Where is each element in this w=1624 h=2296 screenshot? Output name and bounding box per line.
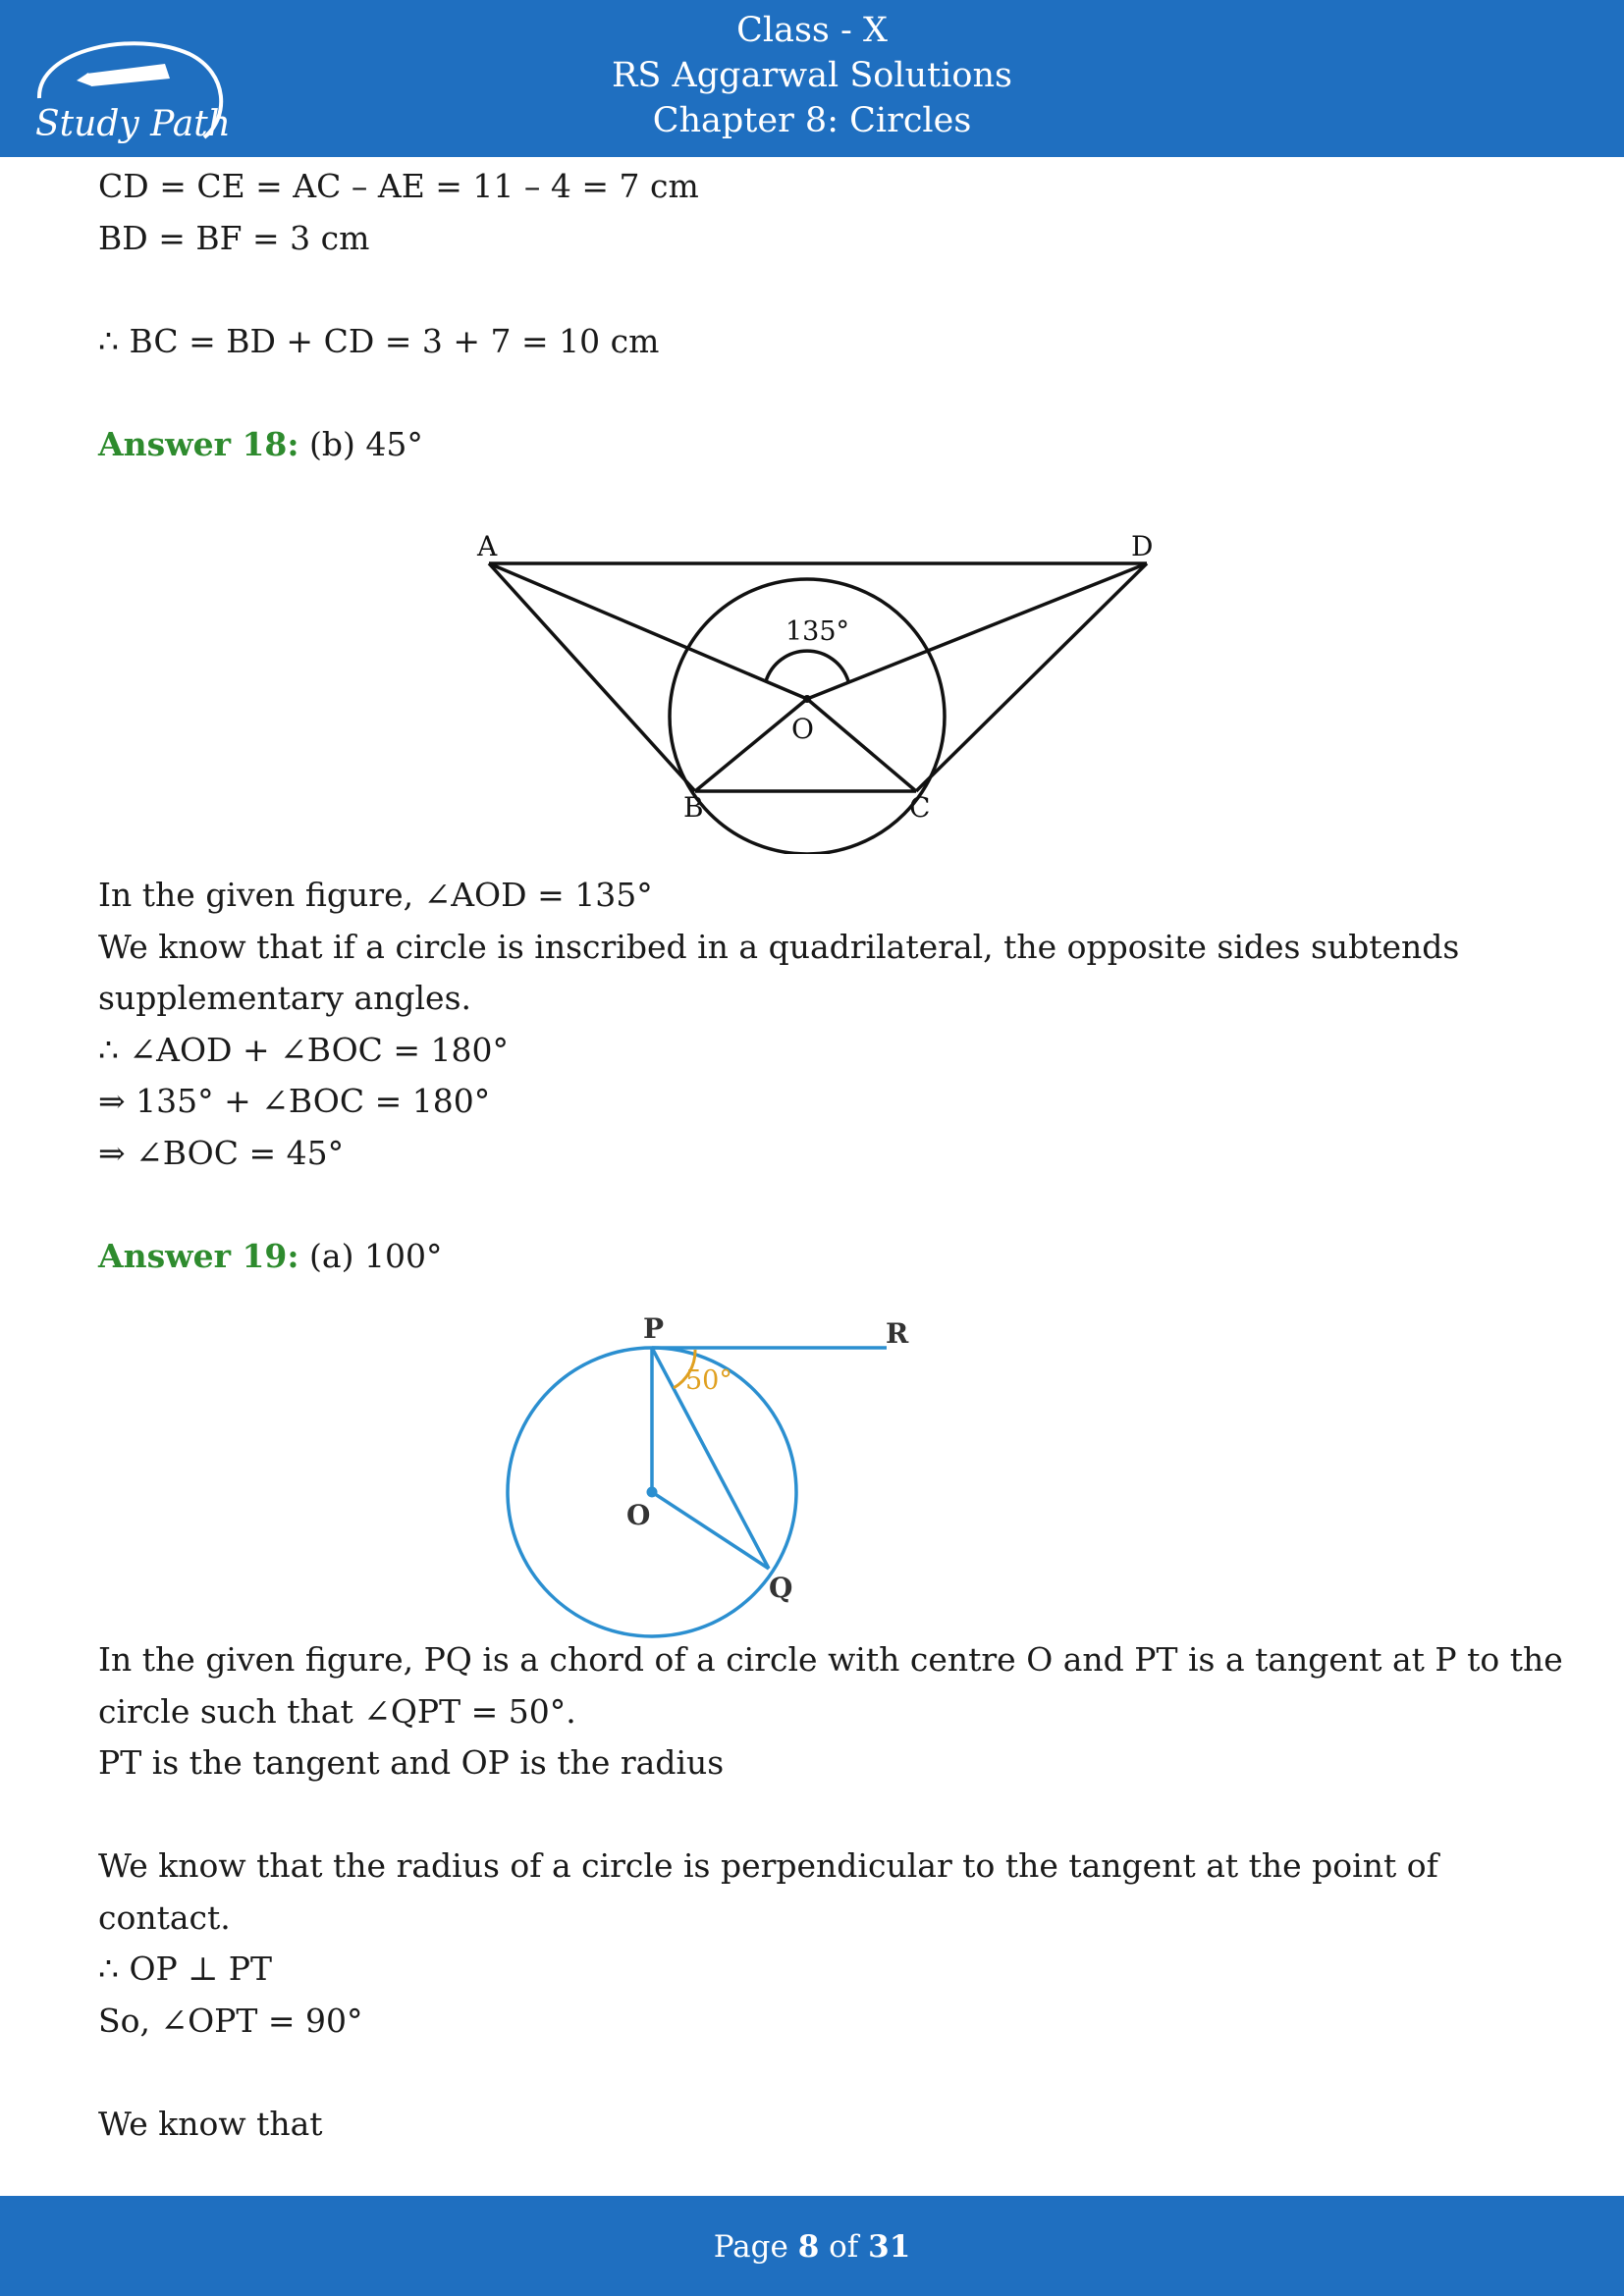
text-line: ∴ BC = BD + CD = 3 + 7 = 10 cm bbox=[98, 321, 660, 360]
label-a: A bbox=[477, 530, 498, 562]
text-line: BD = BF = 3 cm bbox=[98, 218, 370, 257]
blank-line bbox=[98, 1789, 1551, 1842]
centre-point bbox=[803, 695, 811, 703]
figure-19-tangent-chord bbox=[491, 1310, 933, 1644]
answer-19-label: Answer 19: bbox=[98, 1236, 299, 1275]
text-line: In the given figure, PQ is a chord of a circle with centre O and PT is a tangent at P to the bbox=[98, 1640, 1563, 1679]
header-class: Class - X bbox=[736, 11, 888, 50]
text-line: ∴ ∠AOD + ∠BOC = 180° bbox=[98, 1030, 510, 1069]
answer-18-heading bbox=[98, 419, 1551, 471]
header-title bbox=[0, 8, 1624, 143]
text-line: CD = CE = AC – AE = 11 – 4 = 7 cm bbox=[98, 167, 699, 205]
blank-line bbox=[98, 2047, 1551, 2099]
label-p: P bbox=[643, 1312, 665, 1345]
logo-text: Study Path bbox=[35, 104, 231, 144]
label-c: C bbox=[909, 791, 931, 824]
angle-label-135: 135° bbox=[785, 616, 850, 647]
text-line: ∴ OP ⊥ PT bbox=[98, 1949, 272, 1988]
text-line: ⇒ 135° + ∠BOC = 180° bbox=[98, 1082, 491, 1120]
header-book: RS Aggarwal Solutions bbox=[612, 56, 1012, 95]
text-line: In the given figure, ∠AOD = 135° bbox=[98, 876, 653, 914]
label-d: D bbox=[1131, 530, 1154, 562]
text-line: circle such that ∠QPT = 50°. bbox=[98, 1691, 576, 1731]
blank-line bbox=[98, 264, 1551, 316]
label-b: B bbox=[683, 791, 704, 824]
angle-arc-aod bbox=[766, 651, 848, 681]
text-line: So, ∠OPT = 90° bbox=[98, 2001, 363, 2040]
segment-bo bbox=[695, 699, 807, 791]
blank-line bbox=[98, 367, 1551, 419]
label-o: O bbox=[791, 713, 814, 745]
label-r: R bbox=[886, 1317, 909, 1350]
answer-18-label: Answer 18: bbox=[98, 424, 299, 463]
segment-oq bbox=[652, 1492, 769, 1569]
figure-18-quadrilateral-circle bbox=[461, 520, 1188, 854]
page-prefix: Page bbox=[713, 2229, 798, 2265]
answer-19-option: (a) 100° bbox=[298, 1236, 443, 1275]
page-total: 31 bbox=[868, 2229, 911, 2265]
segment-do bbox=[807, 563, 1147, 699]
solution-content bbox=[98, 161, 1563, 2150]
text-line: We know that the radius of a circle is perpendicular to the tangent at the point of bbox=[98, 1846, 1438, 1885]
text-line: We know that bbox=[98, 2104, 323, 2143]
side-ab bbox=[489, 563, 695, 791]
header-chapter: Chapter 8: Circles bbox=[652, 101, 972, 140]
text-line: ⇒ ∠BOC = 45° bbox=[98, 1133, 345, 1172]
label-o: O bbox=[626, 1499, 651, 1531]
angle-label-50: 50° bbox=[685, 1365, 732, 1396]
side-dc bbox=[916, 563, 1147, 791]
text-line: We know that if a circle is inscribed in a quadrilateral, the opposite sides subtends bbox=[98, 927, 1460, 966]
page-header bbox=[0, 0, 1624, 157]
answer-19-heading bbox=[98, 1231, 1551, 1283]
page-number bbox=[0, 2227, 1624, 2267]
segment-ao bbox=[489, 563, 807, 699]
segment-co bbox=[807, 699, 916, 791]
blank-line bbox=[98, 1179, 1551, 1231]
text-line: contact. bbox=[98, 1897, 231, 1937]
answer-18-option: (b) 45° bbox=[298, 424, 423, 463]
text-line: supplementary angles. bbox=[98, 979, 471, 1017]
text-line: PT is the tangent and OP is the radius bbox=[98, 1743, 725, 1782]
label-q: Q bbox=[769, 1572, 793, 1604]
page-footer bbox=[0, 2196, 1624, 2296]
page-middle: of bbox=[819, 2229, 869, 2265]
page-current: 8 bbox=[797, 2229, 820, 2265]
centre-point bbox=[647, 1487, 658, 1498]
